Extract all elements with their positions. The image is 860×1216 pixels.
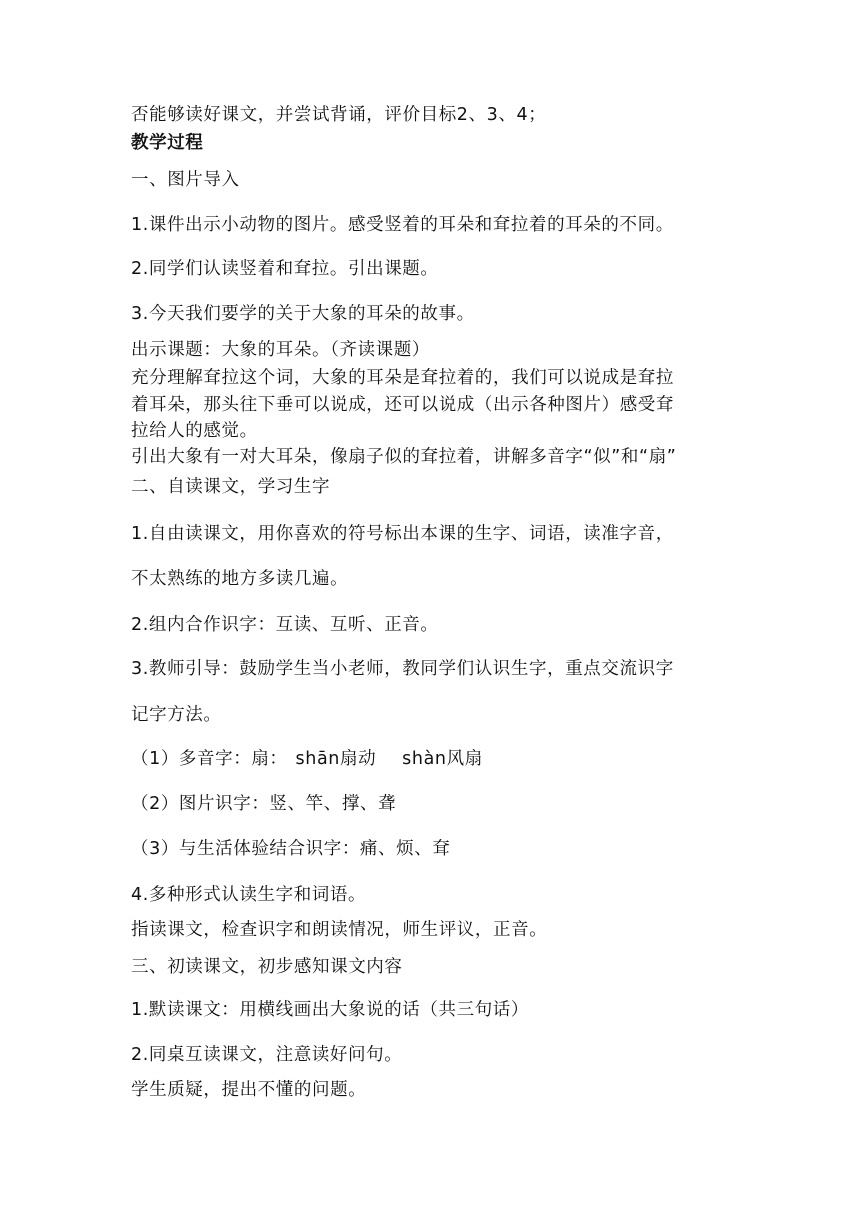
pinyin-reading-1: shān扇动: [295, 749, 377, 769]
text-line: 着耳朵，那头往下垂可以说成，还可以说成（出示各种图片）感受耷: [131, 395, 674, 415]
text-line: 2.组内合作识字：互读、互听、正音。: [131, 615, 439, 635]
polyphone-line: [131, 747, 741, 771]
text-line: 否能够读好课文，并尝试背诵，评价目标2、3、4；: [131, 105, 547, 125]
text-line: 引出大象有一对大耳朵，像扇子似的耷拉着，讲解多音字“似”和“扇”: [131, 447, 677, 467]
section-heading: 三、初读课文，初步感知课文内容: [131, 957, 403, 977]
section-heading: 一、图片导入: [131, 170, 240, 190]
section-heading: 二、自读课文，学习生字: [131, 477, 331, 497]
text-line: 2.同学们认读竖着和耷拉。引出课题。: [131, 259, 439, 279]
text-line: 不太熟练的地方多读几遍。: [131, 569, 349, 589]
text-line: 2.同桌互读课文，注意读好问句。: [131, 1045, 403, 1065]
text-line: 学生质疑，提出不懂的问题。: [131, 1080, 367, 1100]
text-line: 3.教师引导：鼓励学生当小老师，教同学们认识生字，重点交流识字: [131, 659, 674, 679]
section-heading: 教学过程: [131, 133, 204, 153]
text-line: （2）图片识字：竖、竿、撑、聋: [131, 794, 397, 814]
text-line: 4.多种形式认读生字和词语。: [131, 885, 367, 905]
text-line: 出示课题：大象的耳朵。（齐读课题）: [131, 340, 430, 360]
text-line: 1.默读课文：用横线画出大象说的话（共三句话）: [131, 1000, 529, 1020]
text-line: 记字方法。: [131, 705, 222, 725]
text-line: 拉给人的感觉。: [131, 421, 258, 441]
text-line: 1.课件出示小动物的图片。感受竖着的耳朵和耷拉着的耳朵的不同。: [131, 215, 674, 235]
text-line: 指读课文，检查识字和朗读情况，师生评议，正音。: [131, 920, 548, 940]
polyphone-label: （1）多音字：扇：: [131, 749, 288, 769]
text-line: 3.今天我们要学的关于大象的耳朵的故事。: [131, 304, 475, 324]
pinyin-reading-2: shàn风扇: [402, 749, 483, 769]
text-line: 1.自由读课文，用你喜欢的符号标出本课的生字、词语，读准字音，: [131, 524, 674, 544]
text-line: （3）与生活体验结合识字：痛、烦、耷: [131, 839, 451, 859]
text-line: 充分理解耷拉这个词，大象的耳朵是耷拉着的，我们可以说成是耷拉: [131, 368, 674, 388]
